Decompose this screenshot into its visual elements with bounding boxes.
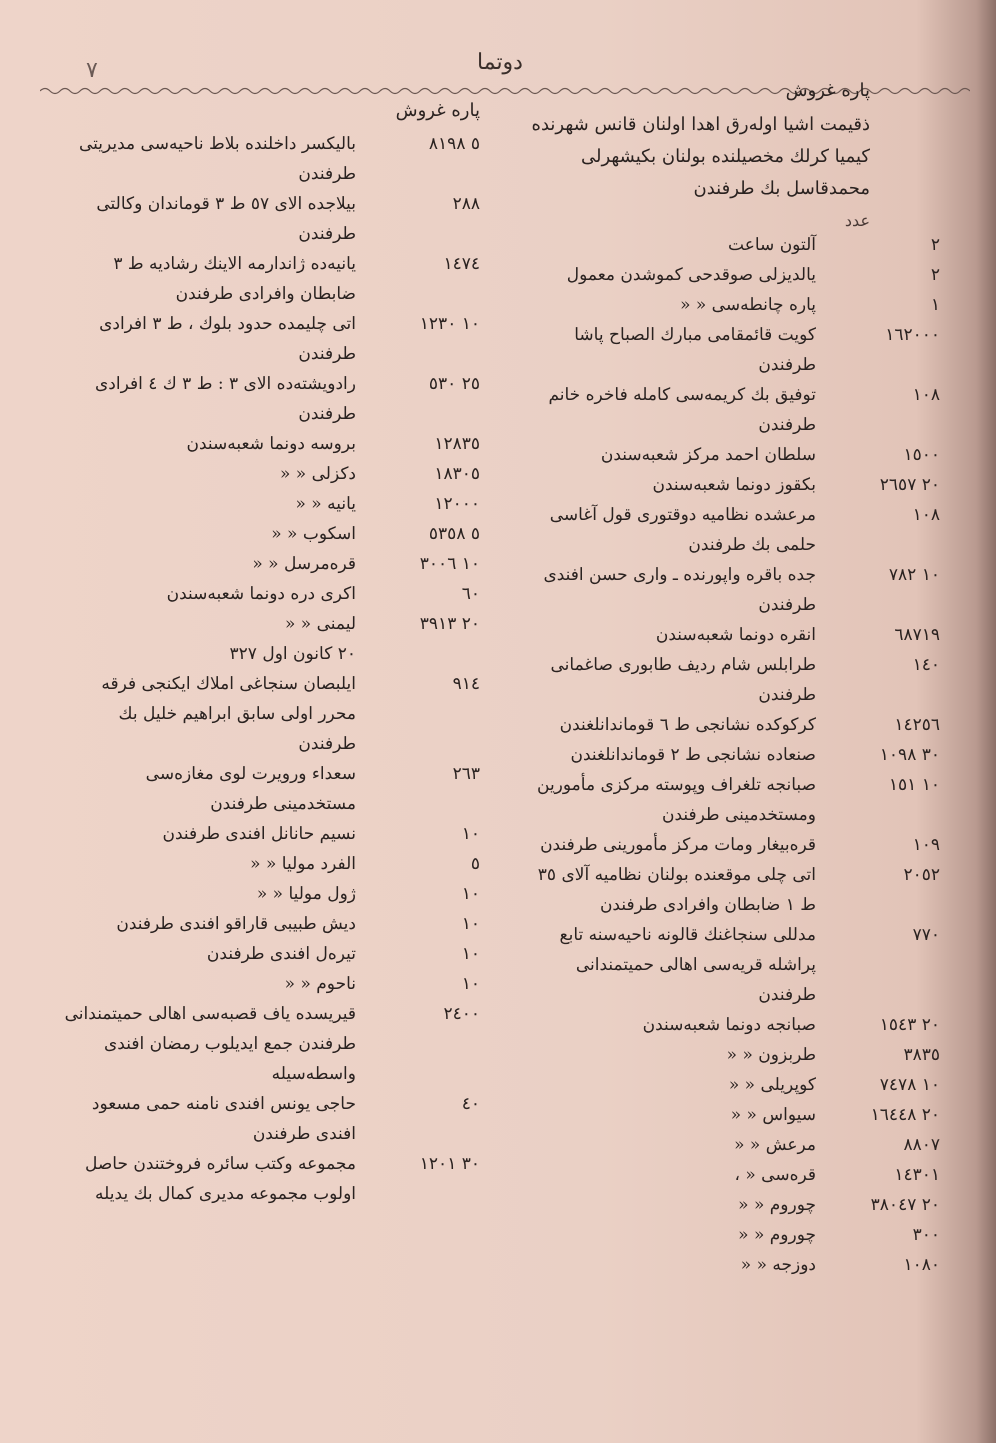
left-column	[60, 100, 480, 1209]
donation-amount: ٣٨٣٥	[903, 1045, 940, 1065]
donation-entry	[520, 920, 940, 1010]
donation-amount: ١٠	[461, 824, 480, 844]
donation-amount: ٤٠	[461, 1094, 480, 1114]
donation-entry	[60, 849, 480, 879]
donor-description: طرابلس شام ردیف طابوری صاغمانی طرفندن	[550, 655, 816, 705]
donation-entry	[60, 639, 480, 669]
donation-entry	[60, 579, 480, 609]
donation-entry	[520, 440, 940, 470]
right-column	[520, 80, 940, 1280]
donation-entry	[520, 830, 940, 860]
donation-amount: ٥ ٥٣٥٨	[428, 524, 480, 544]
donation-entry	[60, 129, 480, 189]
donor-description: طربزون « «	[726, 1045, 816, 1065]
donation-entry	[520, 1190, 940, 1220]
donation-amount: ١٠ ٧٤٧٨	[879, 1075, 940, 1095]
donation-entry	[60, 669, 480, 759]
donor-description: دکزلی « «	[279, 464, 356, 484]
donation-entry	[60, 459, 480, 489]
donor-description: سلطان احمد مرکز شعبه‌سندن	[600, 445, 816, 465]
donor-description: یانیه‌ده ژاندارمه الاینك رشادیه ط ٣ ضابطان وافرادی طرفندن	[113, 254, 356, 304]
donor-description: ایلبصان سنجاغی املاك ایکنجی فرقه محرر اولی سابق ابراهیم خلیل بك طرفندن	[101, 674, 356, 754]
donor-description: مدللی سنجاغنك قالونه ناحیه‌سنه تابع پراشله قریه‌سی اهالی حمیتمندانی طرفندن	[559, 925, 816, 1005]
donation-entry	[60, 759, 480, 819]
donation-entry	[520, 620, 940, 650]
donation-entry	[520, 560, 940, 620]
donation-amount: ٢٠ ١٦٤٤٨	[870, 1105, 940, 1125]
donor-description: انقره دونما شعبه‌سندن	[655, 625, 816, 645]
donor-description: دیش طبیبی قاراقو افندی طرفندن	[116, 914, 356, 934]
left-column-heading: پاره غروش	[395, 100, 480, 121]
donation-amount: ١٨٣٠٥	[434, 464, 480, 484]
donation-amount: ٢	[930, 235, 940, 255]
donor-description: قره‌سی « ،	[734, 1165, 816, 1185]
donor-description: دوزجه « «	[740, 1255, 816, 1275]
donation-entry	[60, 429, 480, 459]
donor-description: ژول مولیا « «	[256, 884, 356, 904]
donor-description: کویت قائمقامی مبارك الصباح پاشا طرفندن	[574, 325, 816, 375]
donation-amount: ٢٤٠٠	[443, 1004, 480, 1024]
donation-amount: ١٤٢٥٦	[894, 715, 940, 735]
donation-amount: ١٠٨	[912, 505, 940, 525]
donation-entry	[520, 1010, 940, 1040]
donation-entry	[520, 650, 940, 710]
donor-description: جده باقره واپورنده ـ واری حسن افندی طرفندن	[543, 565, 816, 615]
donation-amount: ١٠	[461, 914, 480, 934]
donation-amount: ٥ ٨١٩٨	[428, 134, 480, 154]
donation-entry	[520, 770, 940, 830]
donation-entry	[60, 489, 480, 519]
donor-description: پاره چانطه‌سی « «	[680, 295, 816, 315]
right-column-intro: ذقيمت اشيا اولەرق اهدا اولنان قانس شهرنده کیمیا کرلك مخصیلنده بولنان بکیشهرلی محمدقاسل بك طرفندن	[531, 114, 870, 199]
donor-description: لیمنی « «	[284, 614, 356, 634]
donation-entry	[60, 819, 480, 849]
donation-entry	[60, 369, 480, 429]
donation-amount: ٦٨٧١٩	[894, 625, 940, 645]
donation-amount: ١٠ ٧٨٢	[888, 565, 940, 585]
donation-amount: ١٠ ٣٠٠٦	[419, 554, 480, 574]
donor-description: الفرد مولیا « «	[250, 854, 356, 874]
donor-description: حاجی یونس افندی نامنه حمی مسعود افندی طرفندن	[91, 1094, 356, 1144]
donation-amount: ٢٥ ٥٣٠	[428, 374, 480, 394]
donation-entry	[520, 1130, 940, 1160]
donor-description: صنعاده نشانجی ط ٢ قوماندانلغندن	[570, 745, 816, 765]
donation-entry	[60, 189, 480, 249]
donor-description: اتی چلیمده حدود بلوك ، ط ٣ افرادی طرفندن	[99, 314, 356, 364]
donation-entry	[520, 1040, 940, 1070]
donation-entry	[520, 740, 940, 770]
donation-entry	[60, 549, 480, 579]
donor-description: بیلاجده الای ٥٧ ط ٣ قوماندان وکالتی طرفندن	[96, 194, 356, 244]
donation-amount: ١٠٩	[912, 835, 940, 855]
donation-entry	[60, 609, 480, 639]
donor-description: ٢٠ کانون اول ٣٢٧	[229, 644, 356, 664]
donation-entry	[520, 500, 940, 560]
page-title: دوتما	[477, 50, 523, 75]
donation-entry	[520, 320, 940, 380]
donor-description: چوروم « «	[738, 1225, 816, 1245]
donation-entry	[60, 969, 480, 999]
donor-description: مرعشده نظامیه دوقتوری قول آغاسی حلمی بك طرفندن	[549, 505, 816, 555]
donation-amount: ٣٠ ١٠٩٨	[879, 745, 940, 765]
donor-description: توفیق بك کریمه‌سی کامله فاخره خانم طرفندن	[548, 385, 816, 435]
donor-description: کرکوکده نشانجی ط ٦ قوماندانلغندن	[559, 715, 816, 735]
donor-description: یانیه « «	[295, 494, 356, 514]
donor-description: تیرەل افندی طرفندن	[206, 944, 356, 964]
donation-entry	[520, 1070, 940, 1100]
donor-description: سعداء ورویرت لوی مغازه‌سی مستخدمینی طرفندن	[145, 764, 356, 814]
donation-entry	[520, 260, 940, 290]
donation-amount: ١٢٠٠٠	[434, 494, 480, 514]
donation-amount: ٢٠ ٣٨٠٤٧	[870, 1195, 940, 1215]
donation-amount: ٢٠ ٢٦٥٧	[879, 475, 940, 495]
donor-description: سیواس « «	[730, 1105, 816, 1125]
donor-description: قیریسده یاف قصبه‌سی اهالی حمیتمندانی طرفندن جمع ایدیلوب رمضان افندی واسطه‌سیله	[64, 1004, 356, 1084]
donation-entry	[60, 519, 480, 549]
donation-entry	[520, 470, 940, 500]
donation-amount: ٢٠ ٣٩١٣	[419, 614, 480, 634]
donation-amount: ١٠	[461, 884, 480, 904]
donor-description: اتی چلی موقعنده بولنان نظامیه آلای ٣٥ ط ١ ضابطان وافرادی طرفندن	[537, 865, 816, 915]
donation-amount: ١٦٢٠٠٠	[885, 325, 940, 345]
donation-entry	[60, 1149, 480, 1209]
donation-amount: ٧٧٠	[912, 925, 940, 945]
donor-description: بکقوز دونما شعبه‌سندن	[652, 475, 816, 495]
donation-amount: ٢٠٥٢	[903, 865, 940, 885]
donation-amount: ١٤٣٠١	[894, 1165, 940, 1185]
donation-entry	[60, 909, 480, 939]
donation-entry	[520, 1160, 940, 1190]
donation-entry	[520, 710, 940, 740]
donation-amount: ٢٨٨	[452, 194, 480, 214]
right-column-heading: پاره غروش	[785, 80, 870, 101]
donation-amount: ٢	[930, 265, 940, 285]
donation-amount: ١٠٨	[912, 385, 940, 405]
donation-entry	[520, 1100, 940, 1130]
donation-amount: ١٠ ١٢٣٠	[419, 314, 480, 334]
donor-description: قره‌مرسل « «	[252, 554, 356, 574]
donor-description: اسکوب « «	[271, 524, 356, 544]
left-entries-list	[60, 129, 480, 1209]
donation-amount: ١٠ ١٥١	[888, 775, 940, 795]
donor-description: ناحوم « «	[284, 974, 356, 994]
donation-amount: ١٠٨٠	[903, 1255, 940, 1275]
donation-amount: ٣٠٠	[912, 1225, 940, 1245]
donation-amount: ٨٨٠٧	[903, 1135, 940, 1155]
donation-entry	[520, 290, 940, 320]
donation-amount: ١٠	[461, 944, 480, 964]
donor-description: مجموعه وکتب سائره فروختندن حاصل اولوب مجموعه مدیری کمال بك یدیله	[84, 1154, 356, 1204]
donation-amount: ٥	[470, 854, 480, 874]
donation-entry	[520, 1220, 940, 1250]
donation-entry	[60, 939, 480, 969]
donation-amount: ١٥٠٠	[903, 445, 940, 465]
donor-description: بروسه دونما شعبه‌سندن	[186, 434, 356, 454]
donor-description: نسیم حانانل افندی طرفندن	[162, 824, 356, 844]
donor-description: صبانجه تلغراف وپوسته مرکزی مأمورین ومستخدمینی طرفندن	[537, 775, 816, 825]
donor-description: بالیکسر داخلنده بلاط ناحیه‌سی مدیریتی طرفندن	[78, 134, 356, 184]
donation-entry	[60, 879, 480, 909]
donor-description: چوروم « «	[738, 1195, 816, 1215]
donor-description: آلتون ساعت	[728, 235, 816, 255]
donation-amount: ١٤٠	[912, 655, 940, 675]
count-label: عدد	[844, 211, 870, 230]
page-number: ٧	[86, 58, 98, 83]
donation-entry	[60, 1089, 480, 1149]
donation-amount: ٣٠ ١٢٠١	[419, 1154, 480, 1174]
donation-entry	[520, 860, 940, 920]
donation-amount: ٢٦٣	[452, 764, 480, 784]
donor-description: مرعش « «	[734, 1135, 816, 1155]
donation-amount: ٢٠ ١٥٤٣	[879, 1015, 940, 1035]
donor-description: یالدیزلی صوقدحی کموشدن معمول	[566, 265, 816, 285]
right-entries-list	[520, 230, 940, 1280]
donation-entry	[60, 249, 480, 309]
donation-amount: ١٢٨٣٥	[434, 434, 480, 454]
donation-entry	[520, 1250, 940, 1280]
donation-amount: ٦٠	[461, 584, 480, 604]
donor-description: رادویشته‌ده الای ٣ : ط ٣ ك ٤ افرادی طرفندن	[94, 374, 356, 424]
donor-description: کوپریلی « «	[728, 1075, 816, 1095]
donation-entry	[520, 380, 940, 440]
donor-description: صبانجه دونما شعبه‌سندن	[642, 1015, 816, 1035]
donation-amount: ١٠	[461, 974, 480, 994]
donation-amount: ١	[930, 295, 940, 315]
donation-entry	[60, 309, 480, 369]
donation-entry	[520, 230, 940, 260]
donor-description: اکری دره دونما شعبه‌سندن	[166, 584, 356, 604]
donation-amount: ١٤٧٤	[443, 254, 480, 274]
donation-amount: ٩١٤	[452, 674, 480, 694]
donation-entry	[60, 999, 480, 1089]
donor-description: قره‌بیغار ومات مرکز مأمورینی طرفندن	[540, 835, 816, 855]
